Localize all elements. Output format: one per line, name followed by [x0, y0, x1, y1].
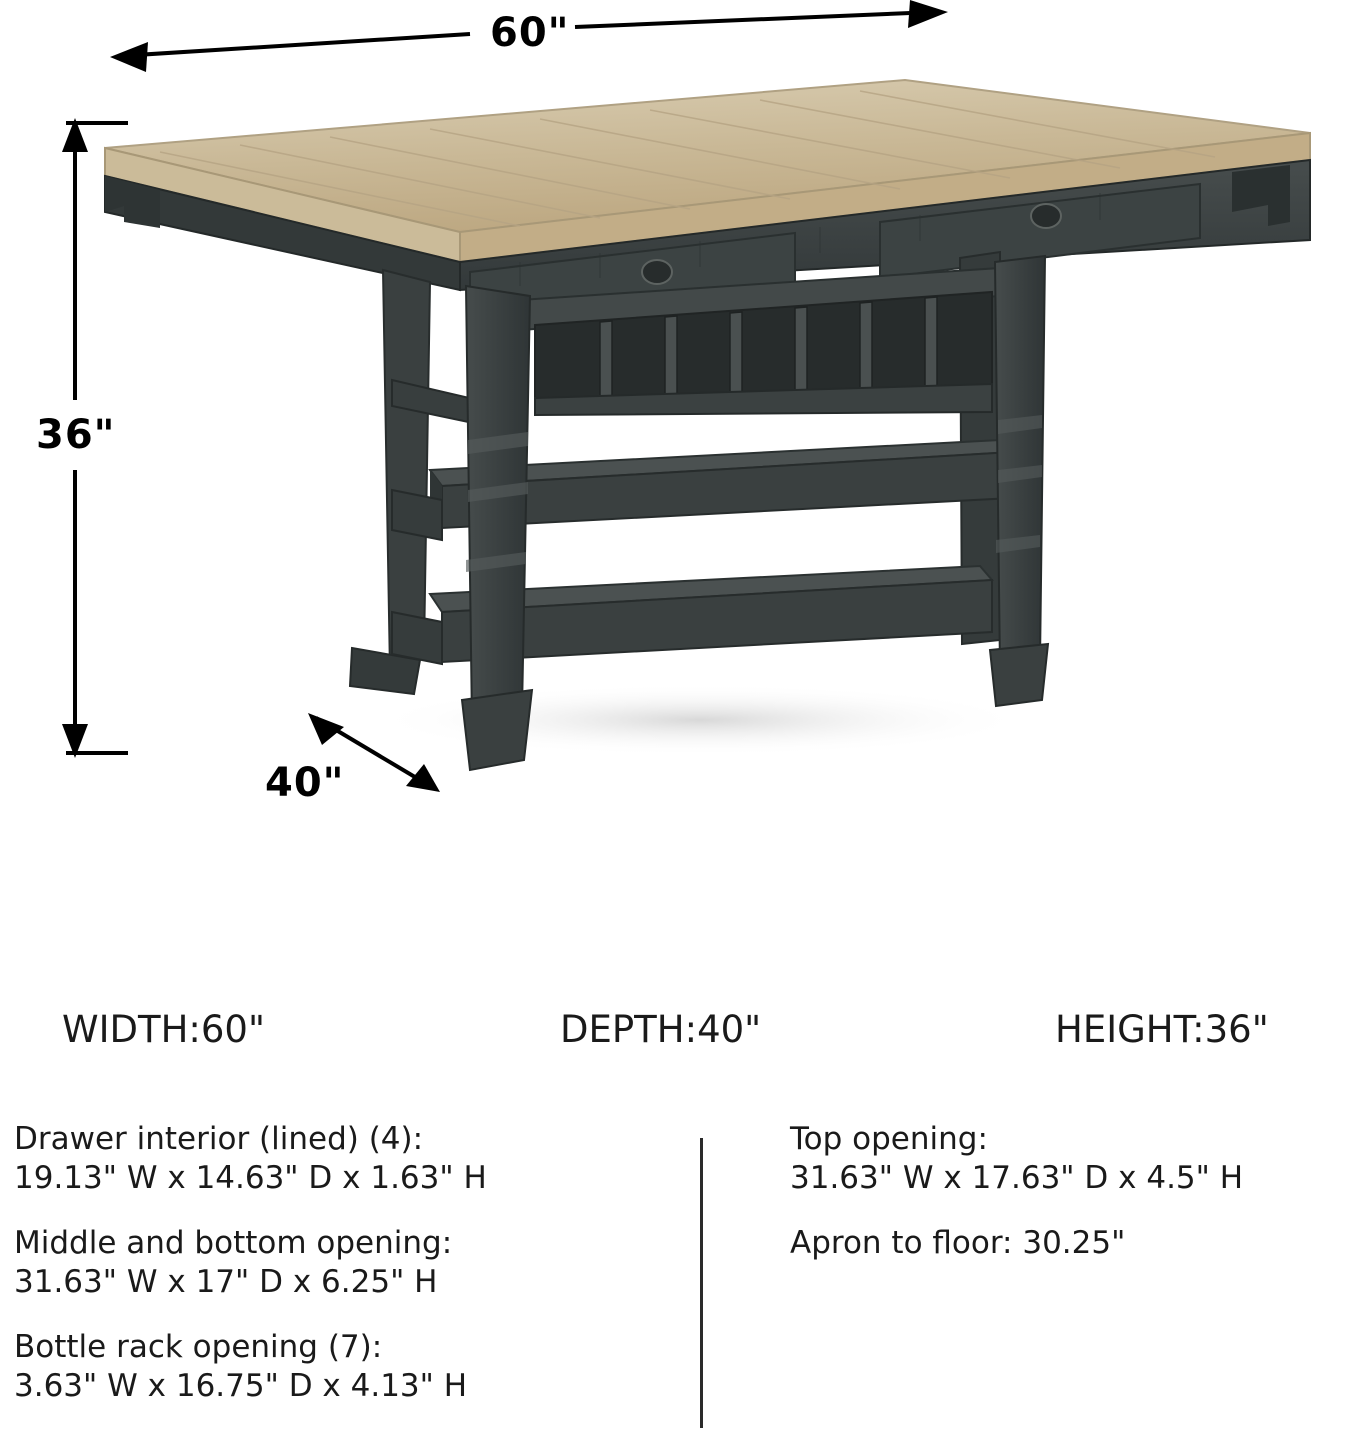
drawer-knob-right: [1031, 204, 1061, 228]
summary-depth: DEPTH:40": [560, 1008, 762, 1051]
spec-value: 31.63" W x 17" D x 6.25" H: [14, 1264, 438, 1300]
spec-title: Middle and bottom opening:: [14, 1225, 453, 1261]
leg-front-right-foot: [990, 644, 1048, 706]
spec-column-divider: [700, 1138, 703, 1428]
height-dimension-label: 36": [36, 412, 116, 458]
leg-front-right: [995, 256, 1045, 668]
specification-details: [0, 1120, 1364, 1440]
spec-title: Top opening:: [790, 1121, 988, 1157]
spec-column-left: [14, 1120, 684, 1432]
width-dimension-label: 60": [490, 10, 570, 56]
drawer-knob-left: [642, 260, 672, 284]
spec-title: Bottle rack opening (7):: [14, 1329, 383, 1365]
spec-item: [790, 1120, 1350, 1198]
table-illustration: [105, 80, 1310, 770]
depth-dimension-label: 40": [265, 760, 345, 806]
spec-column-right: [790, 1120, 1350, 1289]
spec-item: [14, 1224, 684, 1302]
spec-value: 31.63" W x 17.63" D x 4.5" H: [790, 1160, 1244, 1196]
spec-item: [790, 1224, 1350, 1263]
spec-title: Drawer interior (lined) (4):: [14, 1121, 424, 1157]
leg-front-left-foot: [462, 690, 532, 770]
leg-front-left: [466, 286, 530, 722]
spec-value: 3.63" W x 16.75" D x 4.13" H: [14, 1368, 468, 1404]
leg-back-left: [383, 270, 430, 672]
middle-shelf-left-rail: [392, 490, 442, 540]
spec-item: [14, 1120, 684, 1198]
spec-value: 19.13" W x 14.63" D x 1.63" H: [14, 1160, 487, 1196]
spec-title: Apron to floor: 30.25": [790, 1225, 1126, 1261]
dimension-summary-row: [0, 1000, 1364, 1070]
summary-height: HEIGHT:36": [1055, 1008, 1269, 1051]
spec-item: [14, 1328, 684, 1406]
bottom-shelf-left-rail: [392, 612, 442, 664]
summary-width: WIDTH:60": [62, 1008, 265, 1051]
